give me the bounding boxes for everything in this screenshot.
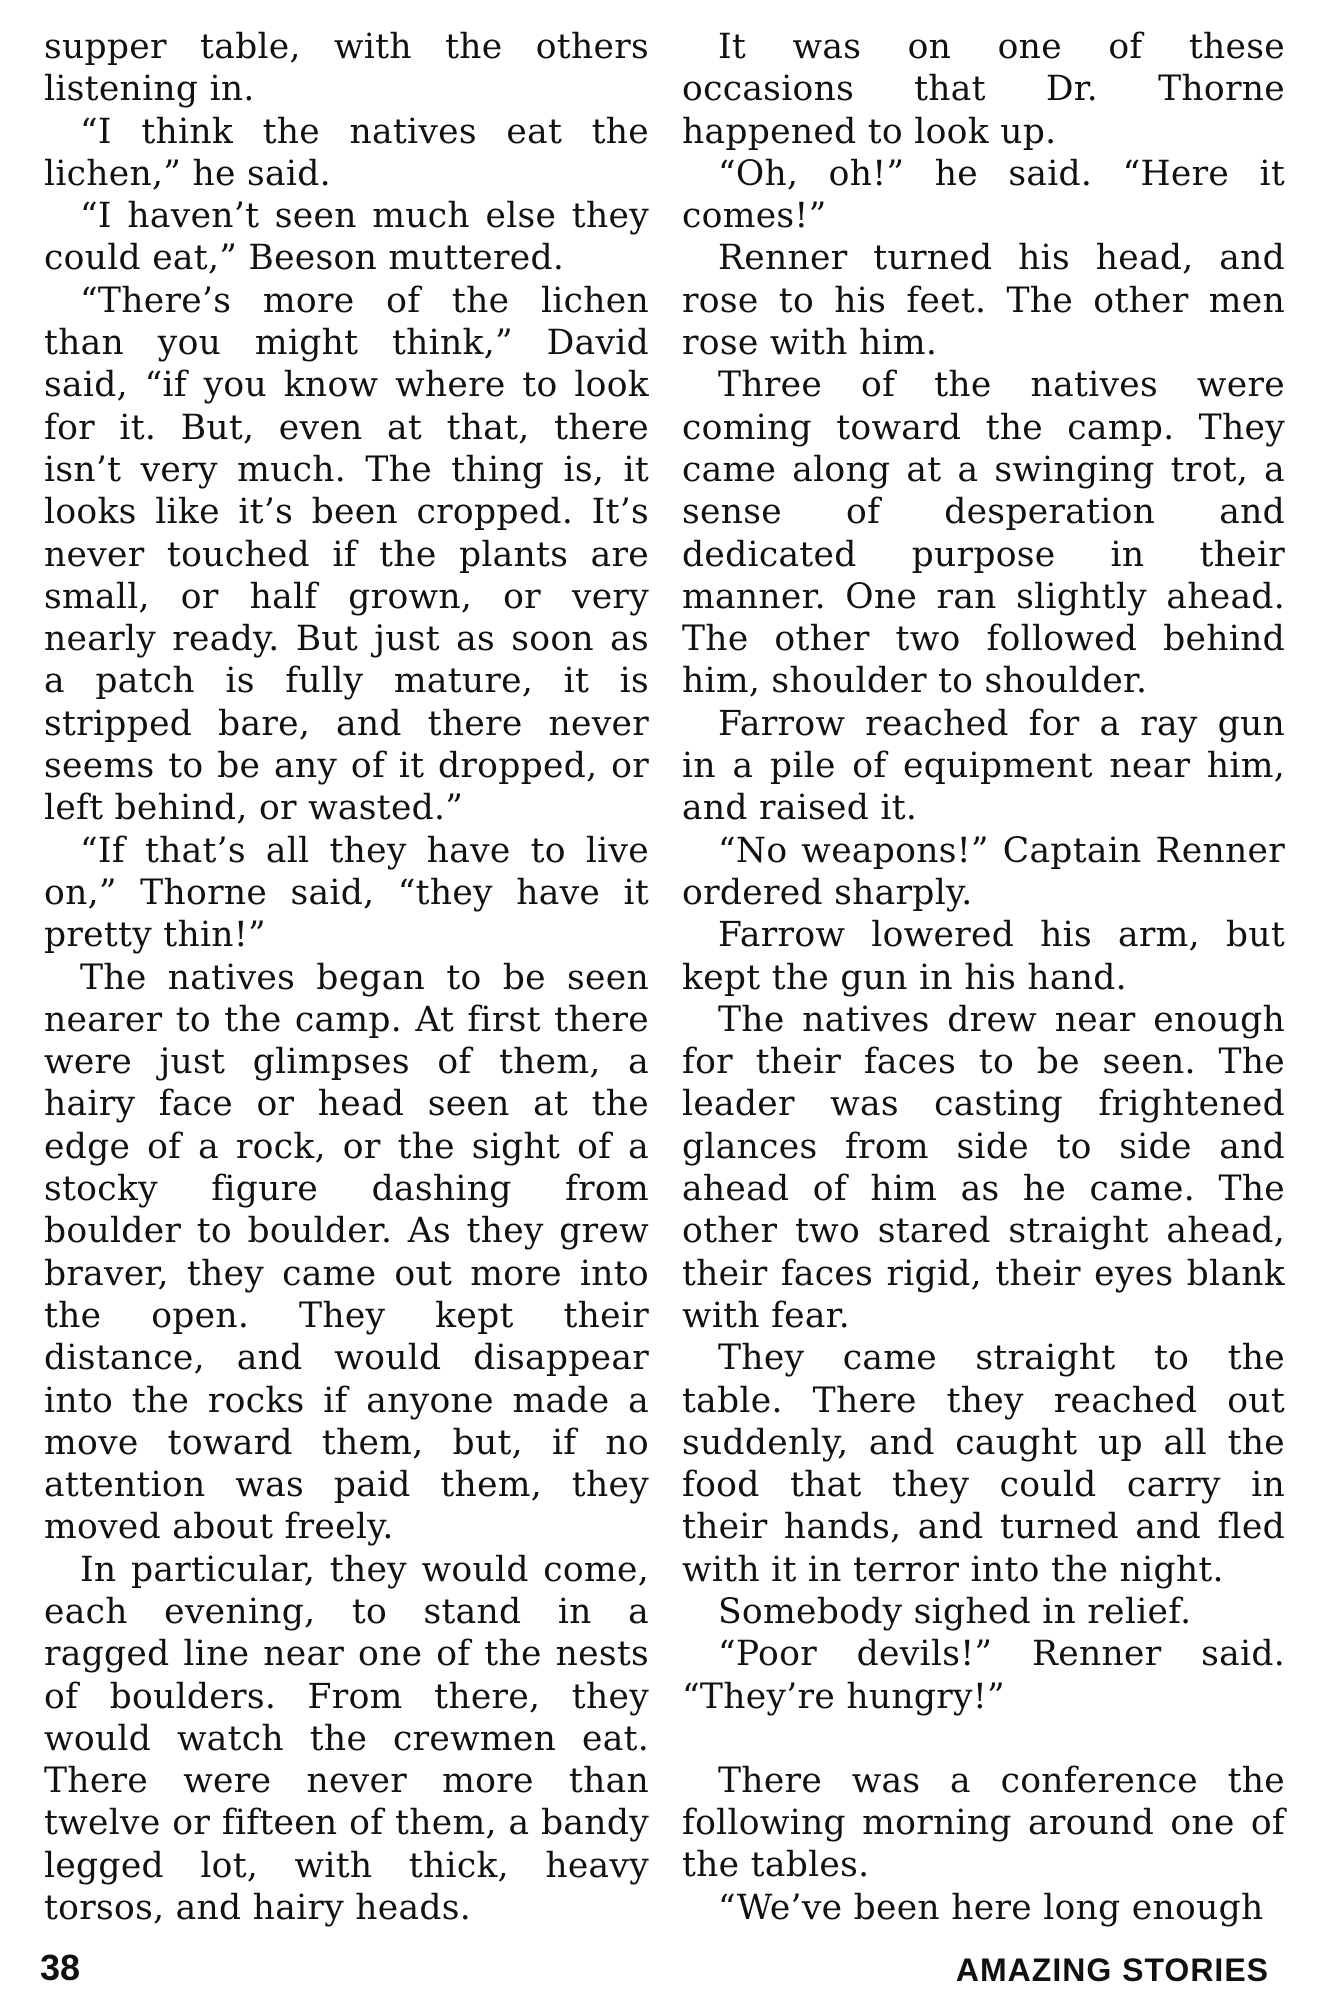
paragraph: The natives drew near enough for their faces to be seen. The leader was casting frightened glances from side to side and ahead of him as he came. The other two stared straight ahead, their faces rigid, their eyes blank with fear. [682,999,1285,1336]
paragraph: The natives began to be seen nearer to the camp. At first there were just glimpses of them, a hairy face or head seen at the edge of a rock, or the sight of a stocky figure dashing from boulder to boulder. As they grew braver, they came out more into the open. They kept their distance, and would disappear into the rocks if anyone made a move toward them, but, if no attention was paid them, they moved about freely. [44,957,649,1548]
right-text-column [682,26,1285,1929]
paragraph: Farrow lowered his arm, but kept the gun in his hand. [682,915,1285,998]
paragraph: “I haven’t seen much else they could eat,” Beeson muttered. [44,196,649,279]
left-text-column [44,26,649,1929]
paragraph: “We’ve been here long enough [718,1887,1264,1928]
paragraph: There was a conference the following morning around one of the tables. [682,1760,1285,1886]
paragraph: They came straight to the table. There they reached out suddenly, and caught up all the food that they could carry in their hands, and turned and fled with it in terror into the night. [682,1338,1285,1590]
paragraph: “Poor devils!” Renner said. “They’re hungry!” [682,1634,1285,1717]
paragraph: “There’s more of the lichen than you might think,” David said, “if you know where to look for it. But, even at that, there isn’t very much. The thing is, it looks like it’s been cropped. It’s never touched if the plants are small, or half grown, or very nearly ready. But just as soon as a patch is fully mature, it is stripped bare, and there never seems to be any of it dropped, or left behind, or wasted.” [44,280,649,829]
paragraph: In particular, they would come, each evening, to stand in a ragged line near one of the nests of boulders. From there, they would watch the crewmen eat. There were never more than twelve or fifteen of them, a bandy legged lot, with thick, heavy torsos, and hairy heads. [44,1549,649,1929]
paragraph: Three of the natives were coming toward the camp. They came along at a swinging trot, a sense of desperation and dedicated purpose in their manner. One ran slightly ahead. The other two followed behind him, shoulder to shoulder. [682,365,1285,702]
paragraph: Somebody sighed in relief. [718,1591,1192,1632]
paragraph: It was on one of these occasions that Dr. Thorne happened to look up. [682,27,1285,152]
paragraph: Renner turned his head, and rose to his feet. The other men rose with him. [682,238,1285,364]
section-break [682,1718,1285,1760]
paragraph: “If that’s all they have to live on,” Thorne said, “they have it pretty thin!” [44,830,649,956]
paragraph: Farrow reached for a ray gun in a pile of equipment near him, and raised it. [682,703,1285,829]
running-footer-title: AMAZING STORIES [955,1952,1269,1988]
paragraph: “I think the natives eat the lichen,” he said. [44,111,649,194]
paragraph: “Oh, oh!” he said. “Here it comes!” [682,153,1285,237]
paragraph: supper table, with the others listening in. [44,27,649,110]
paragraph: “No weapons!” Captain Renner ordered sharply. [682,830,1285,913]
page-number: 38 [40,1947,81,1988]
